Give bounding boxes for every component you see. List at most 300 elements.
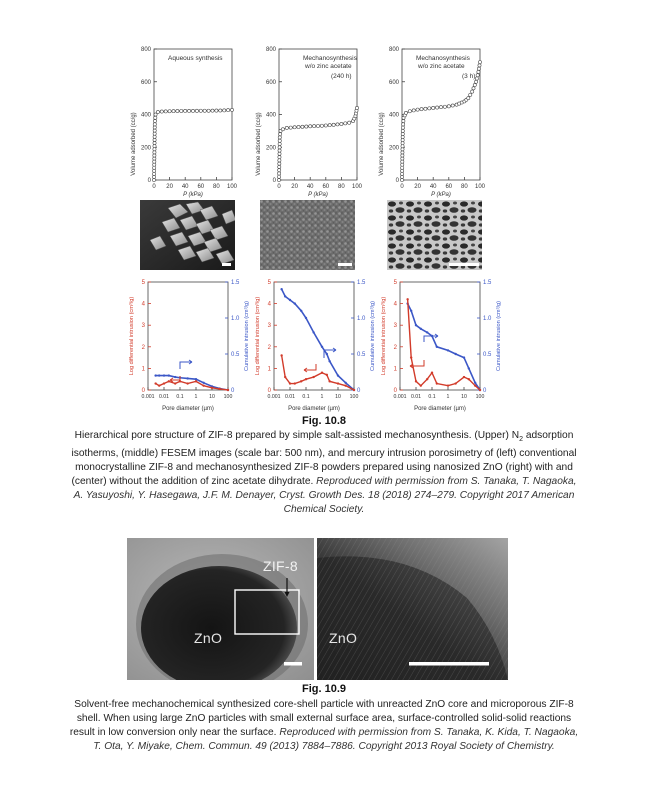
- y-tick-label: 200: [265, 145, 276, 152]
- isotherm-point: [340, 122, 343, 125]
- isotherm-point: [401, 160, 404, 163]
- isotherm-point: [471, 90, 474, 93]
- caption-body: Solvent-free mechanochemical synthesized core-shell particle with unreacted ZnO core and microporous ZIF-8 shell. When using large ZnO particles with small external surface area, surface-controlled solid-solid reactions result in low conversion only near the surface.: [69, 699, 574, 738]
- isotherm-point: [153, 160, 156, 163]
- differential-point: [294, 382, 296, 384]
- isotherm-point: [153, 123, 156, 126]
- isotherm-point: [401, 142, 404, 145]
- y-axis-label: Volume adsorbed (cc/g): [379, 112, 385, 176]
- x-axis-label: P (kPa): [431, 192, 451, 198]
- isotherm-point: [278, 162, 281, 165]
- differential-line: [408, 299, 480, 390]
- left-tick-label: 4: [141, 301, 145, 308]
- panel-title-2: w/o zinc acetate: [418, 63, 465, 70]
- isotherm-point: [153, 163, 156, 166]
- porosimetry-panel-1: [126, 276, 254, 414]
- isotherm-point: [219, 109, 222, 112]
- left-tick-label: 0: [267, 388, 271, 394]
- x-tick-label: 1: [446, 394, 450, 400]
- x-tick-label: 100: [475, 394, 485, 400]
- isotherm-point: [156, 110, 159, 113]
- left-axis-label: Log differential intrusion (cm³/g): [255, 296, 261, 376]
- differential-point: [474, 384, 476, 386]
- isotherm-point: [153, 166, 156, 169]
- differential-point: [431, 372, 433, 374]
- isotherm-point: [420, 108, 423, 111]
- y-tick-label: 400: [265, 112, 276, 119]
- isotherm-point: [188, 109, 191, 112]
- right-tick-label: 0: [357, 388, 361, 394]
- isotherm-point: [195, 109, 198, 112]
- isotherm-point: [278, 142, 281, 145]
- left-tick-label: 1: [393, 366, 397, 373]
- isotherm-point: [467, 97, 470, 100]
- cumulative-point: [463, 356, 465, 358]
- isotherm-point: [152, 175, 155, 178]
- right-tick-label: 1.0: [231, 316, 240, 322]
- cumulative-point: [337, 374, 339, 376]
- isotherm-point: [153, 119, 156, 122]
- isotherm-point: [278, 169, 281, 172]
- isotherm-point: [401, 163, 404, 166]
- isotherm-point: [153, 154, 156, 157]
- right-axis-label: Cumulative intrusion (cm³/g): [244, 301, 250, 371]
- right-tick-label: 1.5: [357, 280, 366, 286]
- isotherm-point: [168, 110, 171, 113]
- cumulative-point: [294, 302, 296, 304]
- differential-point: [280, 354, 282, 356]
- panel-title-3: (240 h): [331, 73, 352, 80]
- x-tick-label: 100: [223, 394, 233, 400]
- left-tick-label: 1: [141, 366, 145, 373]
- left-tick-label: 3: [393, 323, 397, 330]
- isotherm-point: [278, 149, 281, 152]
- differential-point: [186, 382, 188, 384]
- isotherm-line: [154, 110, 232, 180]
- x-axis-label: Pore diameter (µm): [414, 406, 466, 412]
- isotherm-point: [443, 105, 446, 108]
- differential-point: [154, 382, 156, 384]
- isotherm-point: [320, 124, 323, 127]
- cumulative-line: [408, 304, 480, 390]
- isotherm-point: [447, 105, 450, 108]
- differential-point: [420, 384, 422, 386]
- isotherm-point: [401, 138, 404, 141]
- left-tick-label: 1: [267, 366, 271, 373]
- isotherm-panel-1: [128, 44, 240, 198]
- panel-title: Mechanosynthesis: [416, 55, 470, 62]
- isotherm-point: [191, 109, 194, 112]
- isotherm-point: [400, 172, 403, 175]
- x-ticks: [152, 177, 237, 190]
- y-tick-label: 800: [265, 47, 276, 53]
- y-tick-label: 0: [395, 178, 399, 184]
- differential-point: [300, 380, 302, 382]
- cumulative-point: [168, 374, 170, 376]
- isotherm-point: [401, 148, 404, 151]
- differential-point: [289, 382, 291, 384]
- isotherm-point: [332, 123, 335, 126]
- caption-body-2: adsorption isotherms, (middle) FESEM images (scale bar: 500 nm), and mercury intrusion porosimetry of (left) conventional monocrystalline ZIF-8 and mechanosynthesized ZIF-8 powders prepared using nanosized ZnO (right) with and (center) without the addition of zinc acetate dihydrate.: [71, 430, 577, 488]
- y-tick-label: 400: [388, 112, 399, 119]
- cumulative-point: [202, 382, 204, 384]
- left-ticks: [394, 280, 403, 394]
- isotherm-point: [401, 166, 404, 169]
- caption-body-1: Hierarchical pore structure of ZIF-8 prepared by simple salt-assisted mechanosynthesis. (Upper) N: [74, 430, 520, 441]
- isotherm-point: [328, 124, 331, 127]
- cumulative-point: [280, 288, 282, 290]
- differential-series: [406, 298, 481, 391]
- cumulative-point: [321, 346, 323, 348]
- scale-bar: [338, 263, 352, 266]
- isotherm-point: [475, 80, 478, 83]
- x-ticks: [277, 177, 362, 190]
- fesem-image-aqueous: [140, 200, 235, 270]
- x-axis-label: P (kPa): [183, 192, 203, 198]
- left-tick-label: 3: [267, 323, 271, 330]
- cumulative-point: [312, 331, 314, 333]
- differential-point: [179, 380, 181, 382]
- isotherm-point: [153, 151, 156, 154]
- x-tick-label: 0.01: [410, 394, 422, 400]
- cumulative-point: [426, 331, 428, 333]
- tem-image-overview: [127, 538, 314, 680]
- differential-point: [447, 384, 449, 386]
- y-tick-label: 0: [147, 178, 151, 184]
- isotherm-point: [279, 133, 282, 136]
- cumulative-point: [158, 374, 160, 376]
- isotherm-point: [478, 64, 481, 67]
- cumulative-point: [410, 310, 412, 312]
- isotherm-point: [176, 109, 179, 112]
- cumulative-point: [468, 367, 470, 369]
- differential-point: [463, 376, 465, 378]
- left-tick-label: 2: [393, 344, 397, 351]
- y-tick-label: 200: [388, 145, 399, 152]
- x-tick-label: 0.1: [428, 394, 436, 400]
- isotherm-point: [153, 141, 156, 144]
- differential-point: [410, 356, 412, 358]
- scale-bar: [284, 662, 302, 666]
- fig-10-9-title: Fig. 10.9: [301, 683, 347, 695]
- x-tick-label: 0.01: [284, 394, 296, 400]
- x-tick-label: 100: [349, 394, 359, 400]
- isotherm-point: [153, 148, 156, 151]
- cumulative-point: [415, 324, 417, 326]
- isotherm-point: [477, 67, 480, 70]
- differential-point: [227, 389, 229, 391]
- isotherm-point: [309, 125, 312, 128]
- isotherm-point: [152, 178, 155, 181]
- differential-point: [195, 380, 197, 382]
- isotherm-point: [164, 110, 167, 113]
- direction-arrows: [304, 348, 336, 372]
- panel-title: Mechanosynthesis: [303, 55, 357, 62]
- cumulative-series: [406, 302, 481, 391]
- x-tick-label: 10: [461, 394, 467, 400]
- cumulative-point: [344, 382, 346, 384]
- isotherm-point: [153, 129, 156, 132]
- x-tick-label: 80: [213, 184, 220, 190]
- isotherm-panel-2: [253, 44, 365, 198]
- left-tick-label: 4: [267, 301, 271, 308]
- isotherm-point: [227, 109, 230, 112]
- differential-point: [284, 376, 286, 378]
- x-tick-label: 40: [429, 184, 437, 190]
- right-tick-label: 1.5: [483, 280, 492, 286]
- right-ticks: [225, 280, 240, 394]
- x-ticks: [400, 177, 485, 190]
- differential-point: [305, 378, 307, 380]
- right-ticks: [477, 280, 492, 394]
- cumulative-point: [305, 317, 307, 319]
- isotherm-point: [400, 175, 403, 178]
- isotherm-series: [152, 108, 233, 181]
- isotherm-point: [278, 152, 281, 155]
- x-tick-label: 0: [400, 184, 404, 190]
- label-zno-left: ZnO: [194, 630, 223, 646]
- isotherm-point: [401, 157, 404, 160]
- x-tick-label: 0.001: [393, 394, 407, 400]
- differential-point: [218, 388, 220, 390]
- isotherm-point: [172, 110, 175, 113]
- caption-credit: Reproduced with permission from S. Tanaka, K. Kida, T. Nagaoka, T. Ota, Y. Miyake, Chem. Commun. 49 (2013) 7884–7886. Copyright 2013 Royal Society of Chemistry.: [93, 727, 579, 752]
- isotherm-point: [278, 159, 281, 162]
- isotherm-point: [154, 116, 157, 119]
- left-tick-label: 3: [141, 323, 145, 330]
- isotherm-series: [277, 106, 358, 181]
- isotherm-point: [293, 126, 296, 129]
- scale-bar: [409, 662, 489, 666]
- isotherm-point: [472, 87, 475, 90]
- cumulative-series: [280, 288, 355, 391]
- isotherm-point: [278, 165, 281, 168]
- x-tick-label: 20: [166, 184, 173, 190]
- y-tick-label: 400: [140, 112, 151, 119]
- x-tick-label: 60: [197, 184, 205, 190]
- differential-point: [326, 374, 328, 376]
- isotherm-point: [153, 132, 156, 135]
- isotherm-point: [153, 126, 156, 129]
- cumulative-point: [289, 299, 291, 301]
- isotherm-line: [279, 108, 357, 180]
- x-tick-label: 10: [209, 394, 215, 400]
- isotherm-point: [301, 125, 304, 128]
- isotherm-point: [215, 109, 218, 112]
- x-tick-label: 80: [338, 184, 345, 190]
- isotherm-point: [404, 111, 407, 114]
- isotherm-point: [401, 129, 404, 132]
- isotherm-point: [203, 109, 206, 112]
- isotherm-point: [401, 154, 404, 157]
- fesem-image-3h: [387, 200, 482, 270]
- isotherm-point: [402, 123, 405, 126]
- x-tick-label: 1: [320, 394, 324, 400]
- cumulative-point: [420, 328, 422, 330]
- y-axis-label: Volume adsorbed (cc/g): [131, 112, 137, 176]
- isotherm-point: [401, 169, 404, 172]
- x-axis-label: Pore diameter (µm): [288, 406, 340, 412]
- left-ticks: [268, 280, 277, 394]
- isotherm-point: [285, 126, 288, 129]
- cumulative-point: [163, 374, 165, 376]
- differential-line: [156, 381, 228, 390]
- isotherm-point: [153, 135, 156, 138]
- caption-credit: Reproduced with permission from S. Tanaka, T. Nagaoka, A. Yasuyoshi, Y. Hasegawa, J.F. M. Denayer, Cryst. Growth Des. 18 (2018) 274–279. Copyright 2017 American Chemical Society.: [73, 476, 577, 516]
- isotherm-point: [160, 110, 163, 113]
- cumulative-point: [300, 310, 302, 312]
- x-tick-label: 0.1: [176, 394, 184, 400]
- scale-bar: [449, 263, 479, 266]
- isotherm-point: [439, 106, 442, 109]
- isotherm-point: [153, 145, 156, 148]
- differential-point: [163, 382, 165, 384]
- differential-point: [174, 382, 176, 384]
- x-tick-label: 0.001: [141, 394, 155, 400]
- scale-bar: [222, 263, 231, 266]
- x-axis-label: P (kPa): [308, 192, 328, 198]
- differential-point: [353, 389, 355, 391]
- isotherm-point: [278, 172, 281, 175]
- isotherm-point: [324, 124, 327, 127]
- differential-point: [328, 380, 330, 382]
- tem-image-zoom: [317, 538, 508, 680]
- right-tick-label: 0.5: [483, 352, 492, 358]
- differential-point: [436, 382, 438, 384]
- right-tick-label: 0: [483, 388, 487, 394]
- isotherm-point: [305, 125, 308, 128]
- isotherm-point: [473, 83, 476, 86]
- isotherm-point: [344, 122, 347, 125]
- label-zif8: ZIF-8: [263, 558, 298, 574]
- isotherm-point: [278, 146, 281, 149]
- isotherm-point: [153, 157, 156, 160]
- isotherm-point: [478, 61, 481, 64]
- isotherm-point: [401, 132, 404, 135]
- isotherm-point: [416, 108, 419, 111]
- differential-point: [468, 378, 470, 380]
- x-tick-label: 60: [445, 184, 453, 190]
- isotherm-point: [277, 175, 280, 178]
- isotherm-point: [278, 136, 281, 139]
- isotherm-point: [289, 126, 292, 129]
- isotherm-point: [401, 135, 404, 138]
- cumulative-point: [284, 295, 286, 297]
- x-tick-label: 100: [474, 184, 486, 190]
- isotherm-point: [336, 123, 339, 126]
- isotherm-point: [316, 124, 319, 127]
- differential-point: [426, 378, 428, 380]
- isotherm-point: [348, 121, 351, 124]
- label-zno-right: ZnO: [329, 630, 358, 646]
- differential-point: [158, 384, 160, 386]
- right-tick-label: 0: [231, 388, 235, 394]
- differential-series: [154, 380, 229, 391]
- differential-point: [415, 380, 417, 382]
- cumulative-point: [154, 374, 156, 376]
- differential-point: [479, 389, 481, 391]
- fesem-image-240h: [260, 200, 355, 270]
- y-tick-label: 0: [272, 178, 276, 184]
- y-tick-label: 600: [265, 79, 276, 86]
- isotherm-point: [153, 138, 156, 141]
- x-tick-label: 0: [277, 184, 281, 190]
- fig-10-8-caption: [66, 429, 582, 517]
- panel-title-2: w/o zinc acetate: [305, 63, 352, 70]
- porosimetry-panel-3: [378, 276, 506, 414]
- differential-point: [337, 382, 339, 384]
- x-tick-label: 10: [335, 394, 341, 400]
- isotherm-point: [424, 107, 427, 110]
- isotherm-point: [432, 106, 435, 109]
- cumulative-point: [474, 382, 476, 384]
- isotherm-point: [476, 74, 479, 77]
- x-tick-label: 20: [414, 184, 421, 190]
- left-axis-label: Log differential intrusion (cm³/g): [129, 296, 135, 376]
- cumulative-point: [195, 378, 197, 380]
- isotherm-point: [412, 109, 415, 112]
- left-tick-label: 2: [141, 344, 145, 351]
- isotherm-point: [428, 107, 431, 110]
- right-axis-label: Cumulative intrusion (cm³/g): [370, 301, 376, 371]
- y-tick-label: 800: [140, 47, 151, 53]
- cumulative-point: [186, 377, 188, 379]
- differential-point: [321, 372, 323, 374]
- right-tick-label: 1.0: [357, 316, 366, 322]
- isotherm-point: [451, 104, 454, 107]
- isotherm-point: [401, 145, 404, 148]
- x-tick-label: 100: [226, 184, 238, 190]
- panel-title-3: (3 h): [462, 73, 476, 80]
- left-tick-label: 0: [141, 388, 145, 394]
- right-tick-label: 0.5: [231, 352, 240, 358]
- x-tick-label: 0.01: [158, 394, 170, 400]
- isotherm-point: [408, 110, 411, 113]
- left-tick-label: 5: [267, 280, 271, 286]
- cumulative-point: [328, 360, 330, 362]
- isotherm-point: [184, 109, 187, 112]
- x-tick-label: 60: [322, 184, 330, 190]
- x-ticks: [394, 387, 485, 400]
- differential-line: [282, 355, 354, 390]
- differential-point: [312, 376, 314, 378]
- isotherm-point: [230, 108, 233, 111]
- x-tick-label: 0.1: [302, 394, 310, 400]
- right-ticks: [351, 280, 366, 394]
- isotherm-point: [278, 155, 281, 158]
- isotherm-point: [199, 109, 202, 112]
- left-tick-label: 2: [267, 344, 271, 351]
- isotherm-point: [475, 77, 478, 80]
- right-axis-label: Cumulative intrusion (cm³/g): [496, 301, 502, 371]
- right-tick-label: 1.5: [231, 280, 240, 286]
- isotherm-point: [436, 106, 439, 109]
- isotherm-point: [180, 109, 183, 112]
- isotherm-point: [281, 128, 284, 131]
- x-tick-label: 0.001: [267, 394, 281, 400]
- left-tick-label: 5: [393, 280, 397, 286]
- x-tick-label: 1: [194, 394, 198, 400]
- differential-point: [406, 298, 408, 300]
- porosimetry-panel-2: [252, 276, 380, 414]
- left-tick-label: 5: [141, 280, 145, 286]
- right-tick-label: 1.0: [483, 316, 492, 322]
- left-tick-label: 4: [393, 301, 397, 308]
- cumulative-point: [447, 349, 449, 351]
- isotherm-point: [355, 106, 358, 109]
- isotherm-point: [313, 125, 316, 128]
- isotherm-panel-3: [376, 44, 488, 198]
